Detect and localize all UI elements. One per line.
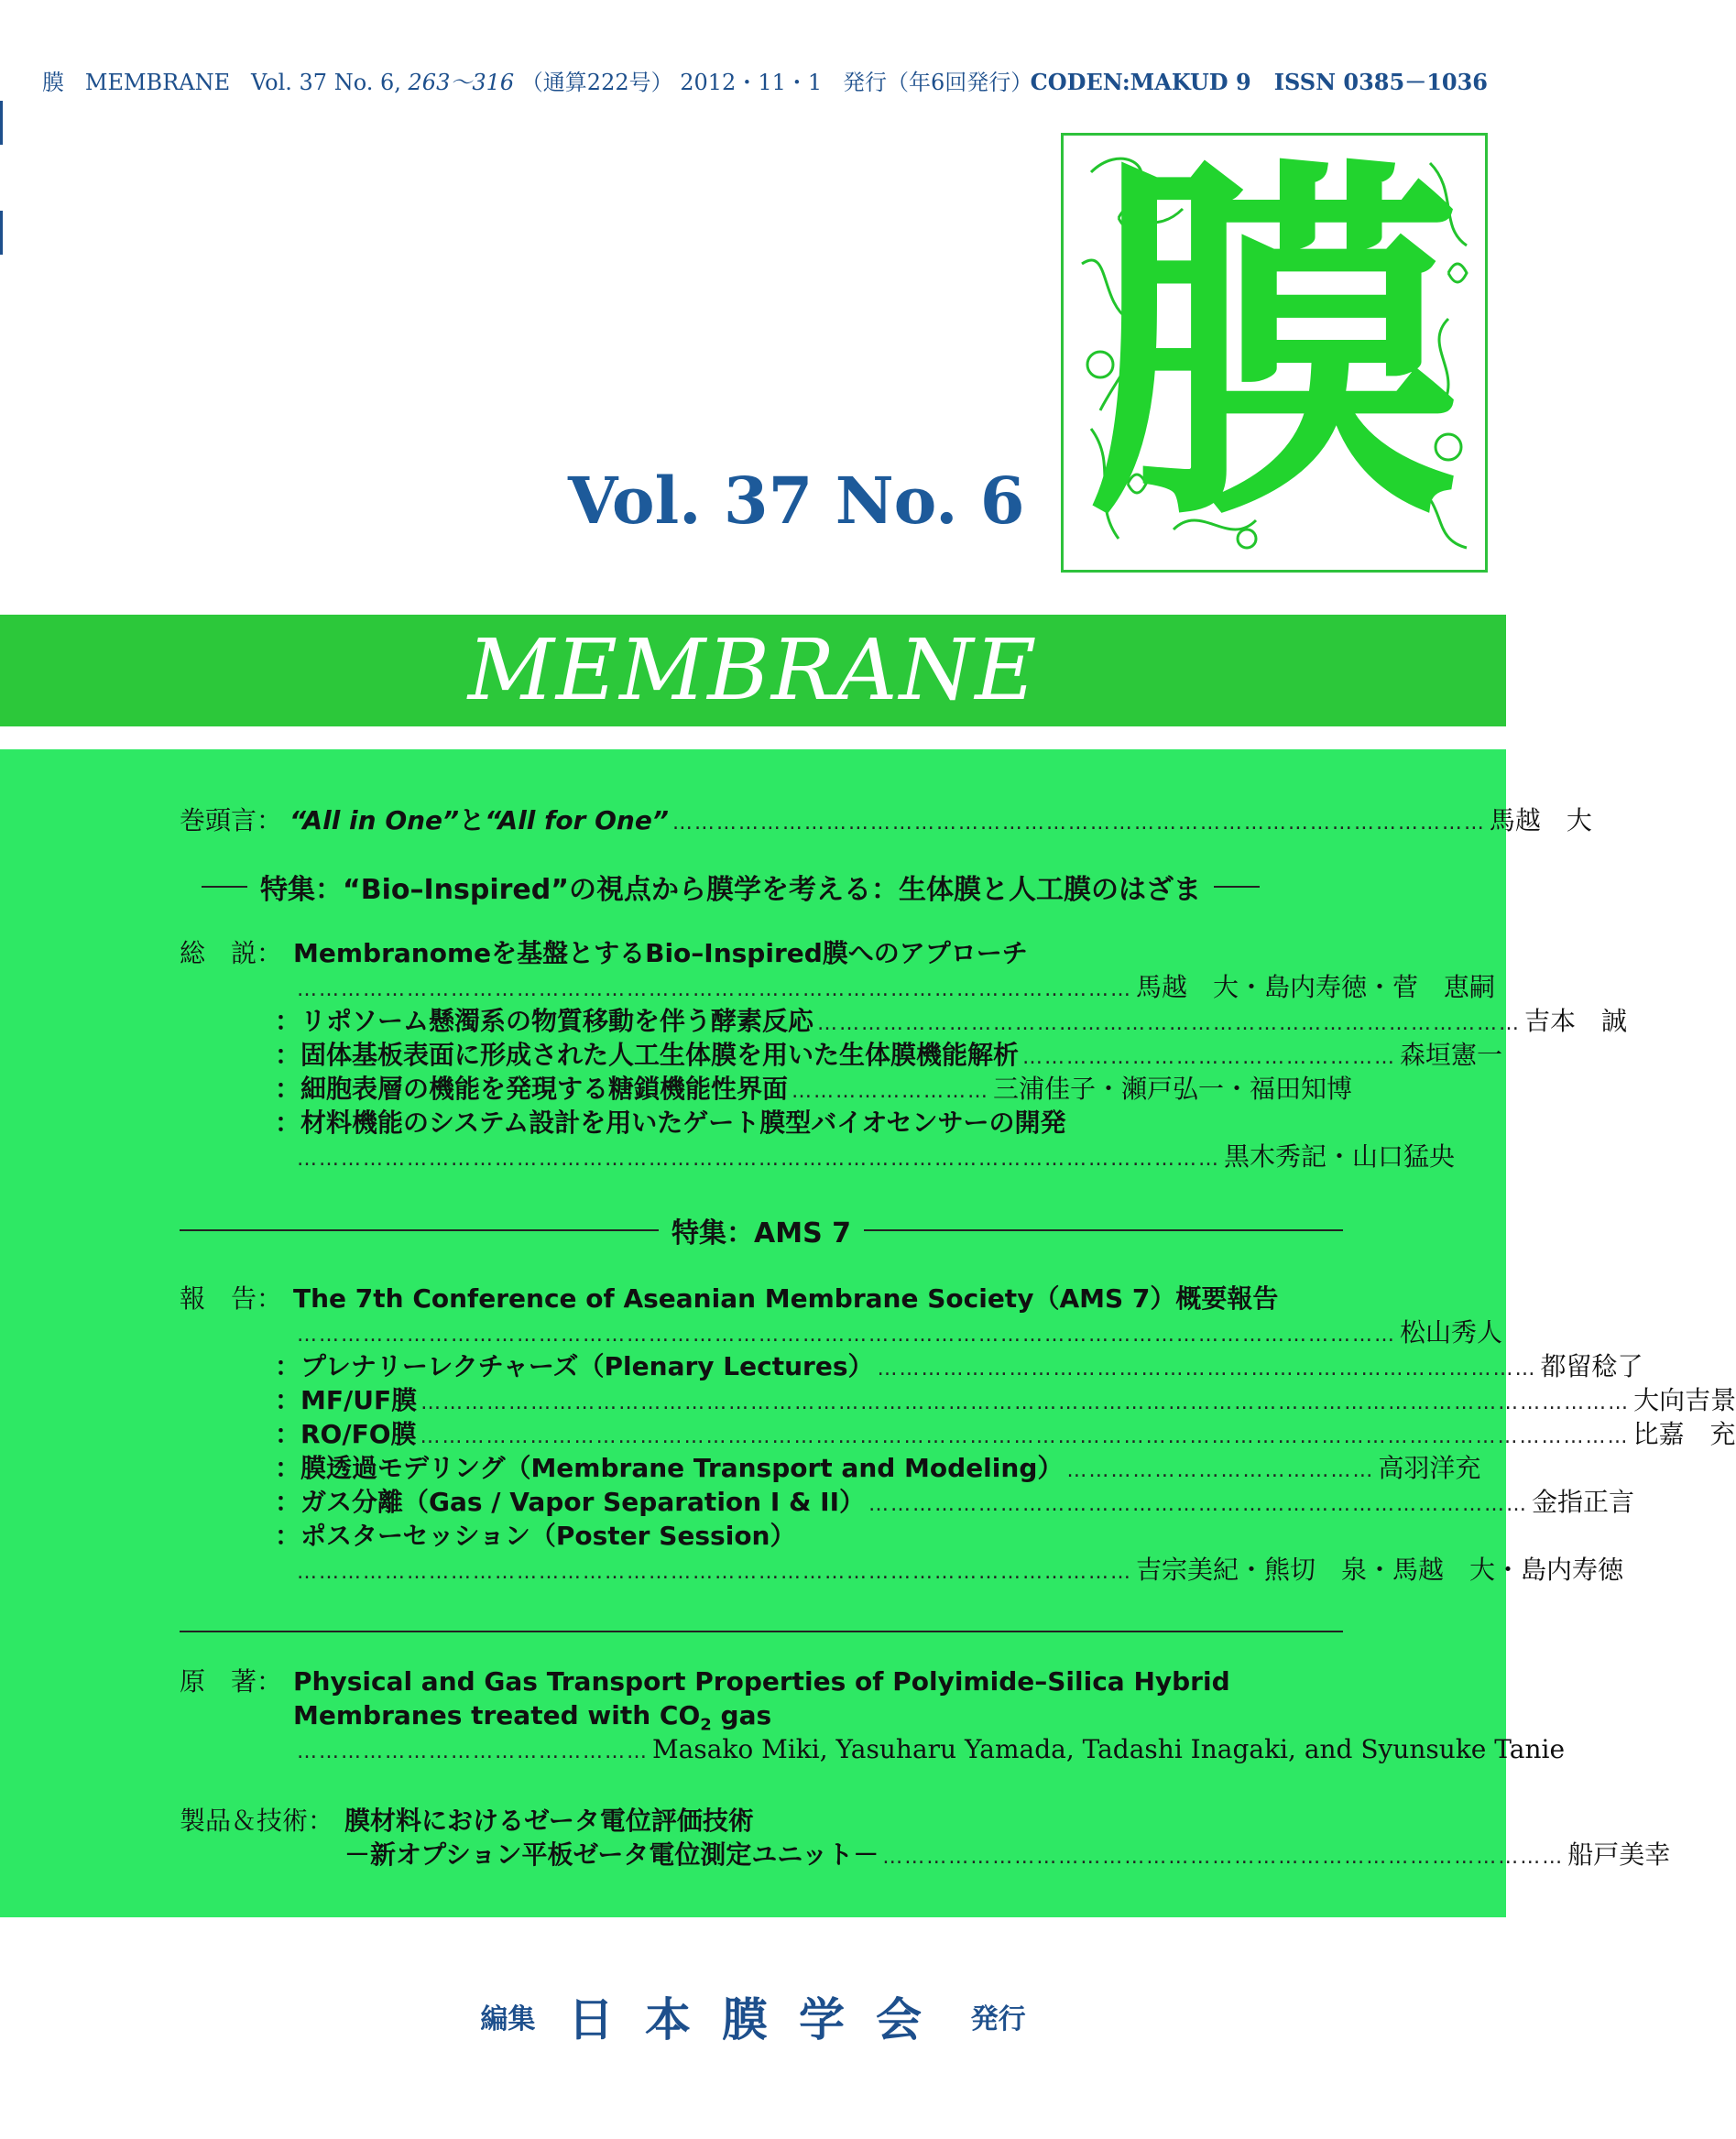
footer xyxy=(0,1983,1506,2047)
review-author: 黒木秀記・山口猛央 xyxy=(1224,1141,1456,1172)
dot-leader: ………………………………………………………………………………………………………………………………………………… xyxy=(420,1425,1630,1448)
special-feature-1-heading xyxy=(202,868,1343,905)
original-title-line-2-pre: Membranes treated with CO xyxy=(293,1700,701,1730)
review-author: 吉本 誠 xyxy=(1524,1006,1628,1036)
dot-leader: ………………………………………………………………………………… xyxy=(882,1846,1565,1869)
dot-leader: ……………………………………………………………………………… xyxy=(868,1493,1529,1516)
header-issn: ISSN 0385－1036 xyxy=(1273,69,1488,95)
rule xyxy=(180,1229,659,1231)
dot-leader: …………………………………………………………………………………… xyxy=(817,1012,1522,1035)
report-author: 都留稔了 xyxy=(1540,1351,1643,1381)
footer-edit: 編集 xyxy=(480,2003,536,2035)
product-author: 船戸美幸 xyxy=(1567,1839,1671,1870)
report-title: The 7th Conference of Aseanian Membrane Society（AMS 7）概要報告 xyxy=(293,1283,1279,1314)
original-title-sub: 2 xyxy=(700,1715,712,1735)
table-of-contents xyxy=(0,749,1736,1917)
review-title: ：リポソーム懸濁系の物質移動を伴う酵素反応 xyxy=(275,1006,814,1036)
product-subtitle: －新オプション平板ゼータ電位測定ユニット－ xyxy=(344,1839,879,1870)
logo-kanji: 膜 xyxy=(1086,127,1462,565)
report-line xyxy=(275,1418,1736,1451)
report-author: 大向吉景 xyxy=(1633,1385,1736,1415)
dot-leader: ………………………………………… xyxy=(297,1741,649,1763)
review-line xyxy=(275,1005,1628,1038)
rule xyxy=(864,1229,1343,1231)
dot-leader: ……………………………………………………………………………………………………………… xyxy=(297,1148,1220,1171)
report-author-line xyxy=(293,1316,1503,1349)
original-author-line xyxy=(293,1733,1566,1766)
original-title-line-1: Physical and Gas Transport Properties of Polyimide–Silica Hybrid xyxy=(293,1666,1230,1697)
foreword-line xyxy=(289,804,1592,837)
dot-leader: …………………………………………………………………………………………………………………………………… xyxy=(297,1324,1396,1347)
header-vol-no: Vol. 37 No. 6, xyxy=(251,70,401,95)
report-line xyxy=(275,1384,1736,1417)
report-label: 報 告： xyxy=(180,1283,283,1314)
report-line xyxy=(275,1486,1635,1519)
report-line xyxy=(275,1350,1643,1383)
report-title: ：MF/UF膜 xyxy=(275,1385,418,1415)
rule xyxy=(1214,886,1260,888)
header-coden: CODEN:MAKUD 9 xyxy=(1030,69,1251,95)
header-right xyxy=(1031,64,1488,96)
dot-leader: …………………………………………………………………………………………………… xyxy=(297,978,1132,1001)
review-author: 馬越 大・島内寿徳・菅 恵嗣 xyxy=(1136,972,1496,1002)
journal-title: MEMBRANE xyxy=(467,621,1039,719)
volume-number: Vol. 37 No. 6 xyxy=(568,463,1025,539)
edge-mark xyxy=(0,101,3,145)
foreword-title-mid: と xyxy=(459,805,486,835)
original-title-line-2-post: gas xyxy=(711,1700,772,1730)
foreword-title-1: “All in One” xyxy=(289,805,460,835)
report-title: ：ポスターセッション（Poster Session） xyxy=(275,1521,796,1551)
dot-leader: ……………………… xyxy=(792,1080,990,1103)
report-title: ：RO/FO膜 xyxy=(275,1419,417,1449)
dot-leader: …………………………………… xyxy=(1066,1459,1375,1482)
report-author: 金指正言 xyxy=(1532,1487,1635,1517)
product-label: 製品＆技術： xyxy=(180,1806,334,1836)
report-author: 比嘉 充 xyxy=(1632,1419,1736,1449)
edge-mark xyxy=(0,211,3,255)
special-feature-2-title: 特集：AMS 7 xyxy=(671,1217,851,1250)
header-pages: 263～316 xyxy=(408,70,515,95)
original-label: 原 著： xyxy=(180,1666,283,1697)
review-line xyxy=(275,1073,1353,1106)
report-title: ：ガス分離（Gas / Vapor Separation I & II） xyxy=(275,1487,866,1517)
report-author: 高羽洋充 xyxy=(1378,1453,1481,1483)
foreword-title-2: “All for One” xyxy=(485,805,669,835)
rule xyxy=(202,886,247,888)
review-title: Membranomeを基盤とするBio–Inspired膜へのアプローチ xyxy=(293,938,1028,968)
special-feature-1-title: 特集：“Bio–Inspired”の視点から膜学を考える：生体膜と人工膜のはざま xyxy=(260,874,1201,906)
footer-issued: 発行 xyxy=(970,2003,1026,2035)
original-authors: Masako Miki, Yasuharu Yamada, Tadashi Inagaki, and Syunsuke Tanie xyxy=(652,1734,1566,1764)
dot-leader: …………………………………………………………………………………………………… xyxy=(297,1561,1132,1584)
dot-leader: ………………………………………………………………………………………………… xyxy=(671,812,1486,835)
review-author: 三浦佳子・瀬戸弘一・福田知博 xyxy=(993,1074,1353,1104)
header-journal-kanji: 膜 xyxy=(42,70,64,95)
review-title: ：固体基板表面に形成された人工生体膜を用いた生体膜機能解析 xyxy=(275,1040,1020,1070)
foreword-author: 馬越 大 xyxy=(1489,805,1592,835)
product-line xyxy=(344,1839,1671,1872)
report-line xyxy=(275,1452,1481,1485)
report-title: ：膜透過モデリング（Membrane Transport and Modeling） xyxy=(275,1453,1064,1483)
review-author-line xyxy=(293,971,1496,1004)
report-author: 松山秀人 xyxy=(1400,1317,1503,1348)
review-title: ：細胞表層の機能を発現する糖鎖機能性界面 xyxy=(275,1074,789,1104)
foreword-label: 巻頭言： xyxy=(180,805,283,835)
header-line xyxy=(0,64,1506,101)
title-band xyxy=(0,615,1506,726)
dot-leader: …………………………………………… xyxy=(1022,1046,1397,1069)
journal-logo xyxy=(1061,127,1488,573)
dot-leader: ……………………………………………………………………………… xyxy=(877,1358,1537,1381)
footer-publisher: 日本膜学会 xyxy=(568,1993,953,2046)
review-line xyxy=(275,1039,1503,1072)
header-frequency: 発行（年6回発行） xyxy=(843,70,1033,95)
review-author-line xyxy=(293,1140,1456,1173)
section-divider xyxy=(180,1631,1343,1632)
special-feature-2-heading xyxy=(180,1212,1343,1249)
header-date: 2012・11・1 xyxy=(680,70,823,95)
report-author: 吉宗美紀・熊切 泉・馬越 大・島内寿徳 xyxy=(1136,1555,1624,1585)
header-journal-name: MEMBRANE xyxy=(84,70,231,95)
review-title: ：材料機能のシステム設計を用いたゲート膜型バイオセンサーの開発 xyxy=(275,1108,1066,1138)
dot-leader: ………………………………………………………………………………………………………………………………………………… xyxy=(420,1391,1631,1414)
report-title: ：プレナリーレクチャーズ（Plenary Lectures） xyxy=(275,1351,874,1381)
header-issue-total: （通算222号） xyxy=(520,70,673,95)
original-title-line-2 xyxy=(293,1699,1343,1735)
product-title: 膜材料におけるゼータ電位評価技術 xyxy=(344,1806,754,1836)
report-author-line xyxy=(293,1554,1624,1587)
review-label: 総 説： xyxy=(180,938,283,968)
review-author: 森垣憲一 xyxy=(1400,1040,1503,1070)
header-left xyxy=(42,64,1032,96)
